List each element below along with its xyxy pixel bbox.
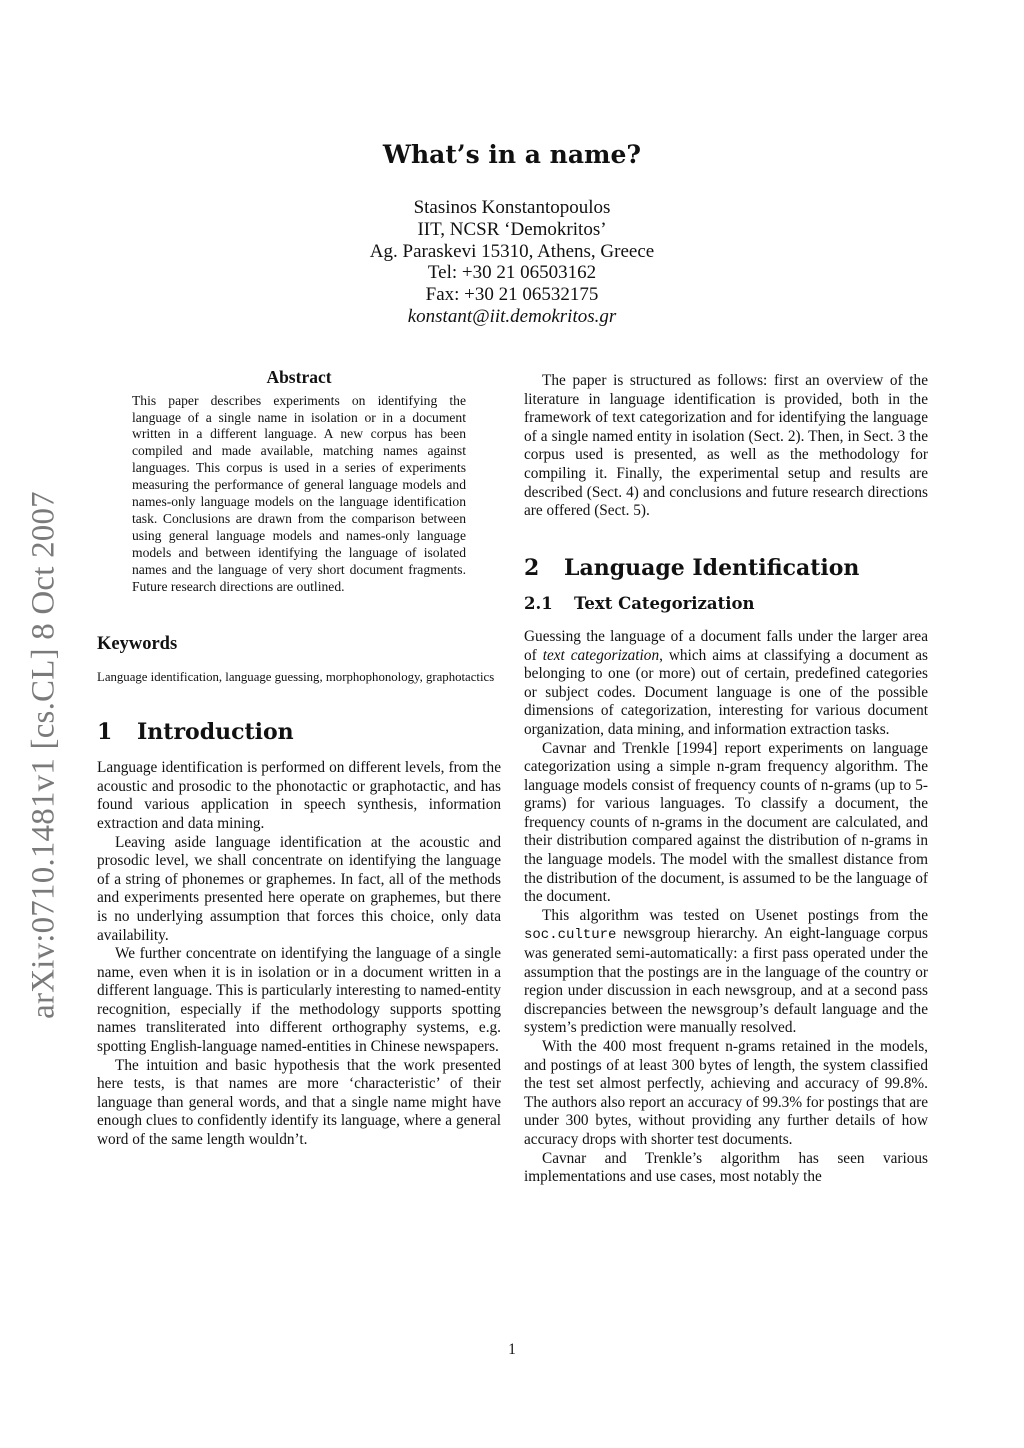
author-name: Stasinos Konstantopoulos	[413, 197, 611, 218]
s2-paragraph-1	[524, 628, 928, 740]
section-number: 1	[97, 718, 113, 745]
s2-p1-pre: Guessing the language of a document falls under the larger area of	[524, 627, 928, 664]
author-block	[0, 197, 1024, 328]
keywords-text: Language identification, language guessing, morphophonology, graphotactics	[97, 670, 495, 685]
author-affiliation: IIT, NCSR ‘Demokritos’	[417, 218, 607, 240]
author-tel: Tel: +30 21 06503162	[427, 262, 597, 284]
intro-paragraph-2: Leaving aside language identification at the acoustic and prosodic level, we shall concentrate on identifying the language of a string of phonemes or graphemes. In fact, all of the methods and experiments presented here operate on graphemes, but there is no underlying assumption that forces this choice, only data availability.	[97, 833, 501, 944]
author-email[interactable]: konstant@iit.demokritos.gr	[407, 305, 617, 327]
s2-paragraph-2: Cavnar and Trenkle [1994] report experiments on language categorization using a simple n-gram frequency algorithm. The language models consist of frequency counts of n-grams (up to 5-grams) for various languages. To classify a document, the frequency counts of n-grams in the document are calculated, and their distribution compared against the distribution of n-grams in the language models. The model with the smallest distance from the distribution of the document, is assumed to be the language of the document.	[524, 739, 928, 906]
structure-paragraph: The paper is structured as follows: first an overview of the literature in language identification is provided, both in the framework of text categorization and for identifying the language of a single named entity in isolation (Sect. 2). Then, in Sect. 3 the corpus used is presented, as well as the methodology for compiling it. Finally, the experimental setup and results are described (Sect. 4) and conclusions and future research directions are offered (Sect. 5).	[524, 372, 928, 520]
section-title: Introduction	[137, 718, 294, 745]
section-number: 2	[524, 554, 540, 581]
intro-paragraph-4: The intuition and basic hypothesis that the work presented here tests, is that names are more ‘characteristic’ of their language than general words, and that a single name might have enough clues to confidently identify its language, where a general word of the same length wouldn’t.	[97, 1056, 501, 1149]
author-fax: Fax: +30 21 06532175	[425, 284, 599, 306]
section-heading-language-identification	[524, 554, 928, 581]
paper-title: What’s in a name?	[382, 140, 642, 169]
s2-p1-emphasis: text categorization	[542, 646, 660, 664]
section-title: Language Identification	[564, 554, 860, 581]
s2-p3-code: soc.culture	[524, 927, 617, 944]
subsection-title: Text Categorization	[574, 594, 755, 614]
abstract	[132, 368, 466, 595]
subsection-number: 2.1	[524, 594, 553, 614]
subsection-heading-text-categorization	[524, 595, 928, 614]
s2-p3-post: newsgroup hierarchy. An eight-language corpus was generated semi-automatically: a first pass operated under the assumption that the postings are in the language of the country or region under discussion in each newsgroup, and at a second pass discrepancies between the newsgroup’s default language and the system’s prediction were manually resolved.	[524, 925, 928, 1037]
author-address: Ag. Paraskevi 15310, Athens, Greece	[369, 240, 655, 262]
arxiv-id: arXiv:0710.1481v1 [cs.CL] 8 Oct 2007	[25, 491, 62, 1019]
abstract-text: This paper describes experiments on identifying the language of a single name in isolation or in a document written in a different language. A new corpus has been compiled and made available, matching names against languages. This corpus is used in a series of experiments measuring the performance of general language models and names-only language models on the language identification task. Conclusions are drawn from the comparison between using general language models and names-only language models and between identifying the language of isolated names and the language of very short document fragments. Future research directions are outlined.	[132, 392, 466, 594]
keywords-heading: Keywords	[97, 634, 178, 655]
s2-paragraph-4: With the 400 most frequent n-grams retained in the models, and postings of at least 300 bytes of length, the system classified the test set almost perfectly, achieving and accuracy of 99.8%. The authors also report an accuracy of 99.3% for postings that are under 300 bytes, without providing any further details of how accuracy drops with shorter test documents.	[524, 1038, 928, 1148]
arxiv-stamp	[8, 475, 80, 1035]
page-number: 1	[508, 1341, 516, 1358]
s2-paragraph-3	[524, 907, 928, 1038]
left-column	[97, 368, 501, 1150]
intro-paragraph-3: We further concentrate on identifying the language of a single name, even when it is in isolation or in a document written in a different language. This is particularly interesting to named-entity recognition, especially if the methodology supports spotting names transliterated into different orthography systems, e.g. spotting English-language named-entities in Chinese newspapers.	[97, 945, 501, 1056]
s2-p3-pre: This algorithm was tested on Usenet postings from the	[542, 906, 928, 924]
intro-paragraph-1: Language identification is performed on different levels, from the acoustic and prosodic to the phonotactic or graphotactic, and has found various application in speech synthesis, information extraction and data mining.	[97, 759, 501, 832]
s2-p1-post: , which aims at classifying a document as belonging to one (or more) out of certain, predefined categories or subject codes. Document language is one of the possible dimensions of categorization, interesting for various document organization, data mining, and information extraction tasks.	[524, 646, 928, 738]
abstract-heading: Abstract	[266, 367, 332, 387]
right-column	[524, 372, 928, 1187]
s2-paragraph-5: Cavnar and Trenkle’s algorithm has seen various implementations and use cases, most notably the	[524, 1149, 928, 1186]
section-heading-introduction	[97, 718, 501, 745]
